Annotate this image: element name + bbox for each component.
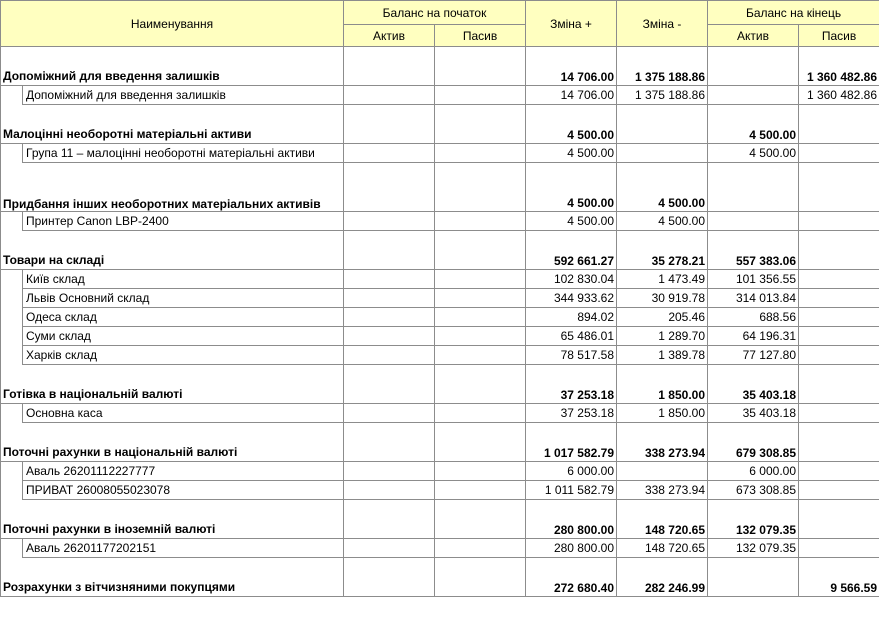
report-body xyxy=(1,47,879,597)
spacer-cell xyxy=(799,558,879,579)
item-minus: 1 389.78 xyxy=(617,346,708,365)
spacer-cell xyxy=(799,423,879,444)
group-name: Поточні рахунки в національній валюті xyxy=(1,443,344,462)
item-plus: 344 933.62 xyxy=(526,289,617,308)
item-end-active: 101 356.55 xyxy=(708,270,799,289)
item-start-passive xyxy=(435,212,526,231)
item-start-active xyxy=(344,289,435,308)
group-end-passive xyxy=(799,251,879,270)
item-end-active: 35 403.18 xyxy=(708,404,799,423)
item-plus: 1 011 582.79 xyxy=(526,481,617,500)
item-plus: 102 830.04 xyxy=(526,270,617,289)
item-end-active: 77 127.80 xyxy=(708,346,799,365)
group-start-passive xyxy=(435,443,526,462)
group-end-passive xyxy=(799,520,879,539)
item-plus: 65 486.01 xyxy=(526,327,617,346)
indent-cell xyxy=(1,327,23,346)
spacer-cell xyxy=(526,231,617,252)
item-start-passive xyxy=(435,308,526,327)
item-end-passive xyxy=(799,481,879,500)
item-end-active: 64 196.31 xyxy=(708,327,799,346)
item-plus: 280 800.00 xyxy=(526,539,617,558)
spacer-cell xyxy=(708,105,799,126)
item-start-passive xyxy=(435,86,526,105)
spacer-cell xyxy=(344,365,435,386)
spacer-cell xyxy=(799,163,879,184)
item-start-passive xyxy=(435,462,526,481)
spacer-cell xyxy=(1,163,344,184)
group-name: Малоцінні необоротні матеріальні активи xyxy=(1,125,344,144)
spacer-cell xyxy=(435,558,526,579)
spacer-cell xyxy=(1,423,344,444)
spacer-cell xyxy=(435,423,526,444)
item-minus: 205.46 xyxy=(617,308,708,327)
item-start-passive xyxy=(435,404,526,423)
spacer-cell xyxy=(1,47,344,68)
header-balance-start: Баланс на початок xyxy=(344,1,526,25)
group-minus xyxy=(617,125,708,144)
indent-cell xyxy=(1,270,23,289)
group-minus: 1 850.00 xyxy=(617,385,708,404)
group-start-active xyxy=(344,443,435,462)
group-end-active: 4 500.00 xyxy=(708,125,799,144)
spacer-row xyxy=(1,47,879,68)
item-row xyxy=(1,539,879,558)
group-start-passive xyxy=(435,67,526,86)
item-start-active xyxy=(344,481,435,500)
group-end-passive: 9 566.59 xyxy=(799,578,879,597)
spacer-cell xyxy=(435,163,526,184)
item-end-passive xyxy=(799,270,879,289)
spacer-cell xyxy=(708,163,799,184)
item-end-active: 314 013.84 xyxy=(708,289,799,308)
group-end-active: 679 308.85 xyxy=(708,443,799,462)
item-end-passive xyxy=(799,327,879,346)
item-end-passive xyxy=(799,308,879,327)
item-end-active: 6 000.00 xyxy=(708,462,799,481)
item-row xyxy=(1,346,879,365)
item-minus: 1 473.49 xyxy=(617,270,708,289)
item-name: Аваль 26201177202151 xyxy=(23,539,344,558)
item-start-passive xyxy=(435,346,526,365)
item-end-passive xyxy=(799,346,879,365)
item-row xyxy=(1,404,879,423)
spacer-cell xyxy=(799,105,879,126)
item-row xyxy=(1,212,879,231)
item-start-active xyxy=(344,404,435,423)
group-end-active xyxy=(708,67,799,86)
group-name: Поточні рахунки в іноземній валюті xyxy=(1,520,344,539)
item-start-passive xyxy=(435,270,526,289)
item-start-active xyxy=(344,539,435,558)
spacer-row xyxy=(1,163,879,184)
item-row xyxy=(1,144,879,163)
item-end-active: 132 079.35 xyxy=(708,539,799,558)
spacer-cell xyxy=(708,558,799,579)
spacer-cell xyxy=(799,500,879,521)
spacer-cell xyxy=(708,47,799,68)
item-minus: 1 375 188.86 xyxy=(617,86,708,105)
group-row xyxy=(1,520,879,539)
group-minus: 282 246.99 xyxy=(617,578,708,597)
spacer-row xyxy=(1,105,879,126)
item-plus: 6 000.00 xyxy=(526,462,617,481)
item-name: Харків склад xyxy=(23,346,344,365)
group-start-active xyxy=(344,578,435,597)
item-start-active xyxy=(344,270,435,289)
group-start-passive xyxy=(435,520,526,539)
spacer-cell xyxy=(435,105,526,126)
spacer-cell xyxy=(435,231,526,252)
item-start-active xyxy=(344,462,435,481)
item-start-passive xyxy=(435,327,526,346)
spacer-cell xyxy=(344,47,435,68)
group-end-active: 132 079.35 xyxy=(708,520,799,539)
group-start-passive xyxy=(435,251,526,270)
group-row xyxy=(1,67,879,86)
group-minus: 148 720.65 xyxy=(617,520,708,539)
group-name: Придбання інших необоротних матеріальних активів xyxy=(1,183,344,212)
spacer-cell xyxy=(344,500,435,521)
indent-cell xyxy=(1,212,23,231)
spacer-row xyxy=(1,231,879,252)
group-plus: 592 661.27 xyxy=(526,251,617,270)
spacer-cell xyxy=(708,423,799,444)
item-end-passive xyxy=(799,212,879,231)
item-plus: 894.02 xyxy=(526,308,617,327)
spacer-cell xyxy=(799,365,879,386)
group-row xyxy=(1,578,879,597)
item-start-passive xyxy=(435,289,526,308)
item-plus: 78 517.58 xyxy=(526,346,617,365)
group-end-passive: 1 360 482.86 xyxy=(799,67,879,86)
spacer-cell xyxy=(1,500,344,521)
group-minus: 4 500.00 xyxy=(617,183,708,212)
group-end-passive xyxy=(799,183,879,212)
header-end-passive: Пасив xyxy=(799,25,879,47)
group-start-passive xyxy=(435,385,526,404)
item-minus xyxy=(617,462,708,481)
group-row xyxy=(1,183,879,212)
spacer-cell xyxy=(526,365,617,386)
item-end-active: 688.56 xyxy=(708,308,799,327)
group-plus: 37 253.18 xyxy=(526,385,617,404)
item-name: ПРИВАТ 26008055023078 xyxy=(23,481,344,500)
spacer-cell xyxy=(344,558,435,579)
group-minus: 338 273.94 xyxy=(617,443,708,462)
spacer-cell xyxy=(344,423,435,444)
spacer-cell xyxy=(617,558,708,579)
header-balance-end: Баланс на кінець xyxy=(708,1,879,25)
indent-cell xyxy=(1,481,23,500)
spacer-cell xyxy=(526,500,617,521)
indent-cell xyxy=(1,86,23,105)
spacer-cell xyxy=(617,163,708,184)
group-name: Допоміжний для введення залишків xyxy=(1,67,344,86)
item-end-passive xyxy=(799,462,879,481)
group-start-active xyxy=(344,520,435,539)
item-name: Одеса склад xyxy=(23,308,344,327)
item-plus: 37 253.18 xyxy=(526,404,617,423)
group-plus: 4 500.00 xyxy=(526,183,617,212)
spacer-cell xyxy=(799,231,879,252)
group-start-active xyxy=(344,67,435,86)
group-start-passive xyxy=(435,125,526,144)
group-start-passive xyxy=(435,183,526,212)
spacer-cell xyxy=(617,231,708,252)
group-start-active xyxy=(344,385,435,404)
spacer-cell xyxy=(708,365,799,386)
indent-cell xyxy=(1,462,23,481)
item-end-active xyxy=(708,86,799,105)
group-end-active xyxy=(708,578,799,597)
item-name: Київ склад xyxy=(23,270,344,289)
item-name: Аваль 26201112227777 xyxy=(23,462,344,481)
item-start-active xyxy=(344,308,435,327)
spacer-cell xyxy=(526,423,617,444)
item-minus: 4 500.00 xyxy=(617,212,708,231)
indent-cell xyxy=(1,308,23,327)
item-end-passive xyxy=(799,404,879,423)
item-minus: 1 289.70 xyxy=(617,327,708,346)
spacer-cell xyxy=(344,105,435,126)
item-row xyxy=(1,289,879,308)
item-start-passive xyxy=(435,539,526,558)
item-minus: 338 273.94 xyxy=(617,481,708,500)
spacer-row xyxy=(1,558,879,579)
item-end-passive xyxy=(799,289,879,308)
group-start-active xyxy=(344,125,435,144)
spacer-cell xyxy=(526,558,617,579)
item-start-active xyxy=(344,86,435,105)
spacer-cell xyxy=(708,500,799,521)
item-end-passive xyxy=(799,539,879,558)
item-end-passive: 1 360 482.86 xyxy=(799,86,879,105)
item-name: Група 11 – малоцінні необоротні матеріальні активи xyxy=(23,144,344,163)
indent-cell xyxy=(1,346,23,365)
spacer-cell xyxy=(799,47,879,68)
spacer-row xyxy=(1,365,879,386)
group-plus: 280 800.00 xyxy=(526,520,617,539)
spacer-cell xyxy=(1,558,344,579)
header-start-active: Актив xyxy=(344,25,435,47)
spacer-cell xyxy=(1,231,344,252)
spacer-cell xyxy=(526,163,617,184)
item-row xyxy=(1,481,879,500)
item-minus xyxy=(617,144,708,163)
item-plus: 4 500.00 xyxy=(526,144,617,163)
spacer-cell xyxy=(435,500,526,521)
group-plus: 1 017 582.79 xyxy=(526,443,617,462)
group-name: Готівка в національній валюті xyxy=(1,385,344,404)
group-row xyxy=(1,443,879,462)
item-name: Допоміжний для введення залишків xyxy=(23,86,344,105)
spacer-cell xyxy=(435,47,526,68)
spacer-cell xyxy=(708,231,799,252)
group-end-passive xyxy=(799,385,879,404)
item-minus: 1 850.00 xyxy=(617,404,708,423)
spacer-cell xyxy=(617,365,708,386)
group-minus: 35 278.21 xyxy=(617,251,708,270)
group-name: Розрахунки з вітчизняними покупцями xyxy=(1,578,344,597)
item-start-active xyxy=(344,144,435,163)
indent-cell xyxy=(1,404,23,423)
item-plus: 14 706.00 xyxy=(526,86,617,105)
item-start-passive xyxy=(435,481,526,500)
item-minus: 148 720.65 xyxy=(617,539,708,558)
item-name: Львів Основний склад xyxy=(23,289,344,308)
indent-cell xyxy=(1,144,23,163)
item-name: Принтер Canon LBP-2400 xyxy=(23,212,344,231)
spacer-cell xyxy=(526,47,617,68)
header-name: Наименування xyxy=(1,1,344,47)
item-start-active xyxy=(344,327,435,346)
item-row xyxy=(1,308,879,327)
group-plus: 14 706.00 xyxy=(526,67,617,86)
item-plus: 4 500.00 xyxy=(526,212,617,231)
group-row xyxy=(1,125,879,144)
item-end-active: 4 500.00 xyxy=(708,144,799,163)
item-start-active xyxy=(344,346,435,365)
group-end-active xyxy=(708,183,799,212)
item-name: Суми склад xyxy=(23,327,344,346)
indent-cell xyxy=(1,289,23,308)
spacer-cell xyxy=(617,47,708,68)
spacer-cell xyxy=(526,105,617,126)
item-row xyxy=(1,462,879,481)
group-end-passive xyxy=(799,125,879,144)
header-end-active: Актив xyxy=(708,25,799,47)
header-change-minus: Зміна - xyxy=(617,1,708,47)
group-name: Товари на складі xyxy=(1,251,344,270)
spacer-cell xyxy=(1,365,344,386)
group-end-passive xyxy=(799,443,879,462)
group-minus: 1 375 188.86 xyxy=(617,67,708,86)
indent-cell xyxy=(1,539,23,558)
item-row xyxy=(1,327,879,346)
header-change-plus: Зміна + xyxy=(526,1,617,47)
spacer-cell xyxy=(1,105,344,126)
item-row xyxy=(1,86,879,105)
item-name: Основна каса xyxy=(23,404,344,423)
item-minus: 30 919.78 xyxy=(617,289,708,308)
group-row xyxy=(1,251,879,270)
header-start-passive: Пасив xyxy=(435,25,526,47)
item-end-active: 673 308.85 xyxy=(708,481,799,500)
spacer-cell xyxy=(617,423,708,444)
item-start-passive xyxy=(435,144,526,163)
item-end-active xyxy=(708,212,799,231)
group-start-active xyxy=(344,183,435,212)
group-plus: 4 500.00 xyxy=(526,125,617,144)
item-start-active xyxy=(344,212,435,231)
item-end-passive xyxy=(799,144,879,163)
spacer-cell xyxy=(617,500,708,521)
item-row xyxy=(1,270,879,289)
spacer-cell xyxy=(344,163,435,184)
group-row xyxy=(1,385,879,404)
group-end-active: 557 383.06 xyxy=(708,251,799,270)
spacer-row xyxy=(1,500,879,521)
group-start-passive xyxy=(435,578,526,597)
spacer-cell xyxy=(617,105,708,126)
spacer-row xyxy=(1,423,879,444)
spacer-cell xyxy=(344,231,435,252)
spacer-cell xyxy=(435,365,526,386)
group-start-active xyxy=(344,251,435,270)
group-end-active: 35 403.18 xyxy=(708,385,799,404)
group-plus: 272 680.40 xyxy=(526,578,617,597)
